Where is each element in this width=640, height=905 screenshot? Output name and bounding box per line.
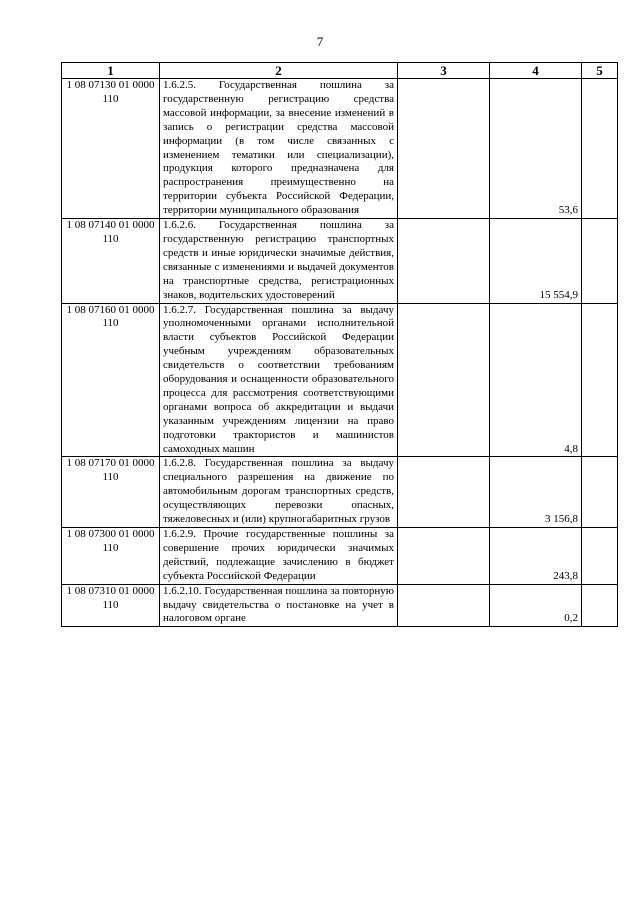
revenue-description: 1.6.2.8. Государственная пошлина за выдачу специального разрешения на движение по автомобильным дорогам транспортных средств, осуществляющих перевозки опасных, тяжеловесных и (или) крупногабаритных грузов — [160, 457, 398, 528]
budget-code: 1 08 07160 01 0000 110 — [62, 303, 160, 457]
budget-code: 1 08 07170 01 0000 110 — [62, 457, 160, 528]
header-row — [62, 63, 618, 79]
column-3-cell — [398, 219, 490, 303]
column-3-cell — [398, 584, 490, 627]
column-5-cell — [582, 219, 618, 303]
table-row — [62, 457, 618, 528]
column-3-cell — [398, 303, 490, 457]
revenue-description: 1.6.2.6. Государственная пошлина за государственную регистрацию транспортных средств и иные юридически значимые действия, связанные с изменениями и выдачей документов на транспортные средства, регистрационных знаков, водительских удостоверений — [160, 219, 398, 303]
column-header-2: 2 — [160, 63, 398, 79]
amount-cell: 4,8 — [490, 303, 582, 457]
column-5-cell — [582, 303, 618, 457]
table-row — [62, 303, 618, 457]
budget-code: 1 08 07130 01 0000 110 — [62, 79, 160, 219]
column-5-cell — [582, 584, 618, 627]
column-5-cell — [582, 457, 618, 528]
amount-cell: 3 156,8 — [490, 457, 582, 528]
table-row — [62, 79, 618, 219]
amount-cell: 15 554,9 — [490, 219, 582, 303]
column-3-cell — [398, 457, 490, 528]
column-header-5: 5 — [582, 63, 618, 79]
revenue-description: 1.6.2.9. Прочие государственные пошлины за совершение прочих юридически значимых действий, подлежащие зачислению в бюджет субъекта Российской Федерации — [160, 528, 398, 585]
budget-code: 1 08 07300 01 0000 110 — [62, 528, 160, 585]
revenue-description: 1.6.2.7. Государственная пошлина за выдачу уполномоченными органами исполнительной власти субъектов Российской Федерации учебным учреждениям образовательных свидетельств о соответствии требованиям оборудования и оснащенности образовательного процесса для рассмотрения соответствующими органами вопроса об аккредитации и выдачи указанным учреждениям лицензии на право подготовки трактористов и машинистов самоходных машин — [160, 303, 398, 457]
column-5-cell — [582, 79, 618, 219]
budget-code: 1 08 07310 01 0000 110 — [62, 584, 160, 627]
column-5-cell — [582, 528, 618, 585]
table-row — [62, 528, 618, 585]
page-number: 7 — [316, 34, 324, 49]
column-header-4: 4 — [490, 63, 582, 79]
amount-cell: 53,6 — [490, 79, 582, 219]
amount-cell: 243,8 — [490, 528, 582, 585]
revenue-description: 1.6.2.10. Государственная пошлина за повторную выдачу свидетельства о постановке на учет в налоговом органе — [160, 584, 398, 627]
column-header-3: 3 — [398, 63, 490, 79]
amount-cell: 0,2 — [490, 584, 582, 627]
column-3-cell — [398, 79, 490, 219]
budget-code: 1 08 07140 01 0000 110 — [62, 219, 160, 303]
table-row — [62, 584, 618, 627]
revenue-description: 1.6.2.5. Государственная пошлина за государственную регистрацию средства массовой информации, за внесение изменений в запись о регистрации средства массовой информации (в том числе связанных с изменением тематики или специализации), продукция которого предназначена для распространения преимущественно на территории субъекта Российской Федерации, территории муниципального образования — [160, 79, 398, 219]
table-row — [62, 219, 618, 303]
revenue-table — [61, 62, 618, 627]
column-3-cell — [398, 528, 490, 585]
column-header-1: 1 — [62, 63, 160, 79]
